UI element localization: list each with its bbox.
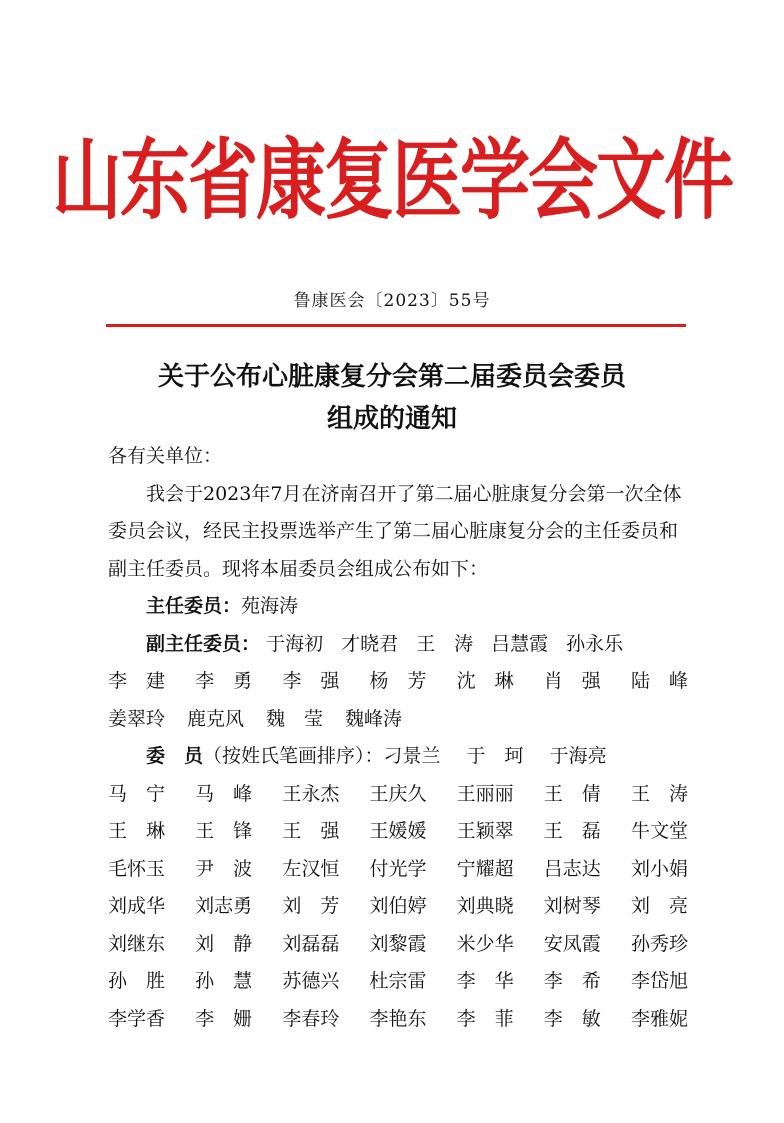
person-name: 李雅妮 [630, 1007, 688, 1030]
person-name: 马 峰 [195, 782, 253, 805]
name-row [108, 851, 688, 889]
person-name: 毛怀玉 [108, 857, 166, 880]
member-rows [108, 776, 688, 1039]
person-name: 于海亮 [549, 745, 607, 767]
person-name: 马 宁 [108, 782, 166, 805]
vice-chair-rows [108, 663, 688, 738]
person-name: 李 希 [543, 970, 601, 992]
person-name: 李 强 [282, 670, 340, 692]
person-name: 沈 琳 [456, 670, 514, 692]
intro-paragraph: 我会于2023年7月在济南召开了第二届心脏康复分会第一次全体委员会议，经民主投票选举产生了第二届心脏康复分会的主任委员和副主任委员。现将本届委员会组成公布如下： [108, 482, 682, 580]
person-name: 王颖翠 [456, 820, 514, 842]
person-name: 王 倩 [543, 782, 601, 805]
person-name: 米少华 [456, 932, 514, 955]
notice-body [108, 438, 688, 1038]
person-name: 魏峰涛 [345, 707, 403, 730]
person-name: 李艳东 [369, 1007, 427, 1030]
person-name: 刘 亮 [630, 895, 688, 917]
member-label: 委 员 [146, 745, 204, 767]
notice-title-line1: 关于公布心脏康复分会第二届委员会委员 [157, 362, 626, 392]
person-name: 李春玲 [282, 1007, 340, 1030]
name-row [108, 776, 688, 814]
name-row [108, 663, 688, 701]
name-row [108, 963, 688, 1001]
person-name: 刘树琴 [543, 895, 601, 917]
person-name: 刘 芳 [282, 895, 340, 917]
person-name: 王 磊 [543, 820, 601, 842]
name-row [108, 1001, 688, 1039]
red-divider [106, 324, 686, 327]
person-name: 刘志勇 [195, 895, 253, 917]
person-name: 于 珂 [466, 745, 524, 767]
person-name: 刘小娟 [630, 857, 688, 880]
member-line [108, 738, 688, 776]
person-name: 安凤霞 [543, 932, 601, 955]
person-name: 孙 慧 [195, 970, 253, 992]
person-name: 刘 静 [195, 932, 253, 955]
vice-chair-first-names [266, 633, 623, 655]
person-name: 刘黎霞 [369, 932, 427, 955]
person-name: 王 涛 [416, 632, 474, 655]
person-name: 付光学 [369, 857, 427, 880]
person-name: 李 勇 [195, 670, 253, 692]
notice-title-line2: 组成的通知 [326, 404, 457, 434]
person-name: 于海初 [266, 632, 324, 655]
person-name: 陆 峰 [630, 670, 688, 692]
person-name: 王媛媛 [369, 820, 427, 842]
person-name: 李 姗 [195, 1007, 253, 1030]
person-name: 李 华 [456, 970, 514, 992]
person-name: 李岱旭 [630, 970, 688, 992]
person-name: 孙 胜 [108, 970, 166, 992]
person-name: 刘继东 [108, 932, 166, 955]
person-name: 牛文堂 [630, 820, 688, 842]
person-name: 王 强 [282, 820, 340, 842]
vice-chair-line [108, 626, 688, 664]
person-name: 左汉恒 [282, 857, 340, 880]
person-name: 苏德兴 [282, 970, 340, 992]
person-name: 王 锋 [195, 820, 253, 842]
person-name: 才晓君 [341, 632, 399, 655]
org-document-header: 山东省康复医学会文件 [52, 128, 732, 232]
person-name: 尹 波 [195, 857, 253, 880]
person-name: 姜翠玲 [108, 707, 166, 730]
vice-chair-label: 副主任委员： [146, 632, 261, 655]
person-name: 王永杰 [282, 782, 340, 805]
person-name: 鹿克风 [187, 707, 245, 730]
person-name: 刘磊磊 [282, 932, 340, 955]
person-name: 李 建 [108, 670, 166, 692]
person-name: 魏 莹 [266, 707, 324, 730]
member-sort-note: （按姓氏笔画排序）： [203, 745, 384, 767]
person-name: 李 菲 [456, 1007, 514, 1030]
person-name: 孙永乐 [566, 632, 624, 655]
person-name: 刘成华 [108, 895, 166, 917]
chair-label: 主任委员： [146, 595, 242, 617]
member-first-names [384, 745, 607, 767]
person-name: 王 琳 [108, 820, 166, 842]
person-name: 杨 芳 [369, 670, 427, 692]
person-name: 肖 强 [543, 670, 601, 692]
person-name: 孙秀珍 [630, 932, 688, 955]
chair-name: 苑海涛 [241, 595, 299, 617]
name-row [108, 701, 688, 739]
person-name: 王 涛 [630, 782, 688, 805]
person-name: 刘典晓 [456, 895, 514, 917]
name-row [108, 926, 688, 964]
person-name: 李 敏 [543, 1007, 601, 1030]
person-name: 王丽丽 [456, 782, 514, 805]
chair-line [108, 588, 688, 626]
person-name: 刁景兰 [383, 745, 441, 767]
person-name: 王庆久 [369, 782, 427, 805]
document-number: 鲁康医会〔2023〕55号 [293, 291, 491, 311]
person-name: 刘伯婷 [369, 895, 427, 917]
person-name: 吕志达 [543, 857, 601, 880]
notice-title [0, 356, 784, 440]
name-row [108, 813, 688, 851]
person-name: 杜宗雷 [369, 970, 427, 992]
person-name: 吕慧霞 [491, 632, 549, 655]
name-row [108, 888, 688, 926]
salutation: 各有关单位： [108, 445, 223, 467]
person-name: 李学香 [108, 1007, 166, 1030]
person-name: 宁耀超 [456, 857, 514, 880]
